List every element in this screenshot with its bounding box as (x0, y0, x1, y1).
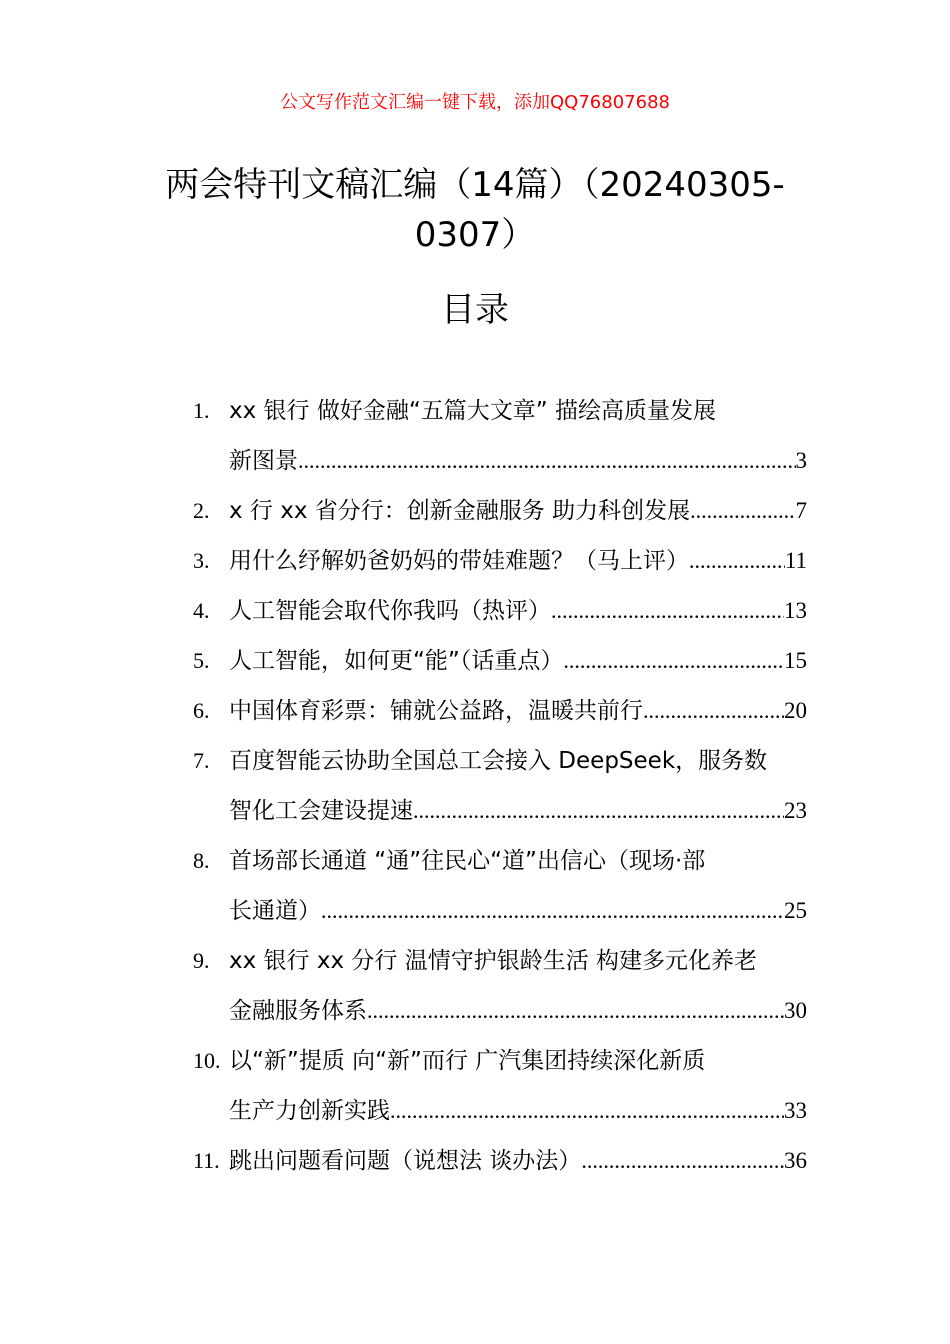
toc-page-number: 15 (784, 648, 807, 673)
toc-leader-dots (643, 686, 784, 736)
toc-entry[interactable] (193, 836, 807, 936)
toc-entry[interactable] (193, 636, 807, 686)
toc-entry-title: 以“新”提质 向“新”而行 广汽集团持续深化新质 (229, 1048, 706, 1074)
toc-entry-title: 跳出问题看问题（说想法 谈办法） (229, 1148, 582, 1174)
download-banner: 公文写作范文汇编一键下载，添加QQ76807688 (280, 92, 670, 113)
toc-page-number: 30 (784, 998, 807, 1023)
toc-entry-title: 用什么纾解奶爸奶妈的带娃难题？（马上评） (229, 548, 689, 574)
toc-page-number: 20 (784, 698, 807, 723)
toc-leader-dots (581, 1136, 784, 1186)
toc-entry-number: 5. (193, 648, 210, 673)
toc-leader-dots (298, 436, 796, 486)
toc-entry-number: 6. (193, 698, 210, 723)
toc-page-number: 36 (784, 1148, 807, 1173)
toc-page-number: 23 (784, 798, 807, 823)
toc-page-number: 13 (784, 598, 807, 623)
toc-leader-dots (563, 636, 784, 686)
toc-entry-number: 7. (193, 748, 210, 773)
toc-entry[interactable] (193, 1036, 807, 1136)
toc-leader-dots (690, 486, 795, 536)
toc-leader-dots (689, 536, 785, 586)
toc-entry-title: 智化工会建设提速 (229, 798, 413, 824)
toc-leader-dots (321, 886, 784, 936)
document-title: 两会特刊文稿汇编（14篇）（20240305-0307） (165, 165, 785, 255)
toc-entry-title: 百度智能云协助全国总工会接入 DeepSeek，服务数 (229, 748, 768, 774)
toc-entry[interactable] (193, 586, 807, 636)
toc-entry-title: 中国体育彩票：铺就公益路，温暖共前行 (229, 698, 643, 724)
toc-entry[interactable] (193, 686, 807, 736)
toc-entry-title: xx 银行 xx 分行 温情守护银龄生活 构建多元化养老 (229, 948, 758, 974)
toc-entry[interactable] (193, 936, 807, 1036)
toc-page-number: 7 (795, 498, 807, 523)
toc-entry-number: 8. (193, 848, 210, 873)
toc-entry[interactable] (193, 1136, 807, 1186)
toc-entry-title: 首场部长通道 “通”往民心“道”出信心（现场·部 (229, 848, 706, 874)
toc-entry-title: xx 银行 做好金融“五篇大文章” 描绘高质量发展 (229, 398, 716, 424)
toc-page-number: 11 (784, 548, 807, 573)
toc-entry[interactable] (193, 386, 807, 486)
toc-entry[interactable] (193, 736, 807, 836)
toc-leader-dots (551, 586, 784, 636)
toc-entry[interactable] (193, 536, 807, 586)
toc-entry-title: 生产力创新实践 (229, 1098, 390, 1124)
toc-entry-title: 人工智能，如何更“能”（话重点） (229, 648, 564, 674)
toc-page-number: 3 (795, 448, 807, 473)
toc-heading: 目录 (441, 290, 509, 330)
toc-entry-number: 2. (193, 498, 210, 523)
toc-entry-title: 长通道） (229, 898, 321, 924)
toc-page-number: 25 (784, 898, 807, 923)
toc-leader-dots (413, 786, 784, 836)
toc-entry-number: 3. (193, 548, 210, 573)
toc-entry-number: 4. (193, 598, 210, 623)
toc-page-number: 33 (784, 1098, 807, 1123)
toc-entry-title: 新图景 (229, 448, 298, 474)
toc-entry-number: 11. (193, 1148, 220, 1173)
toc-entry-title: 人工智能会取代你我吗（热评） (229, 598, 551, 624)
toc-leader-dots (390, 1086, 784, 1136)
toc-entry-title: x 行 xx 省分行：创新金融服务 助力科创发展 (229, 498, 691, 524)
toc-leader-dots (367, 986, 784, 1036)
toc-entry[interactable] (193, 486, 807, 536)
toc-entry-title: 金融服务体系 (229, 998, 367, 1024)
table-of-contents (193, 386, 807, 1186)
toc-entry-number: 9. (193, 948, 210, 973)
toc-entry-number: 1. (193, 398, 210, 423)
toc-entry-number: 10. (193, 1048, 221, 1073)
